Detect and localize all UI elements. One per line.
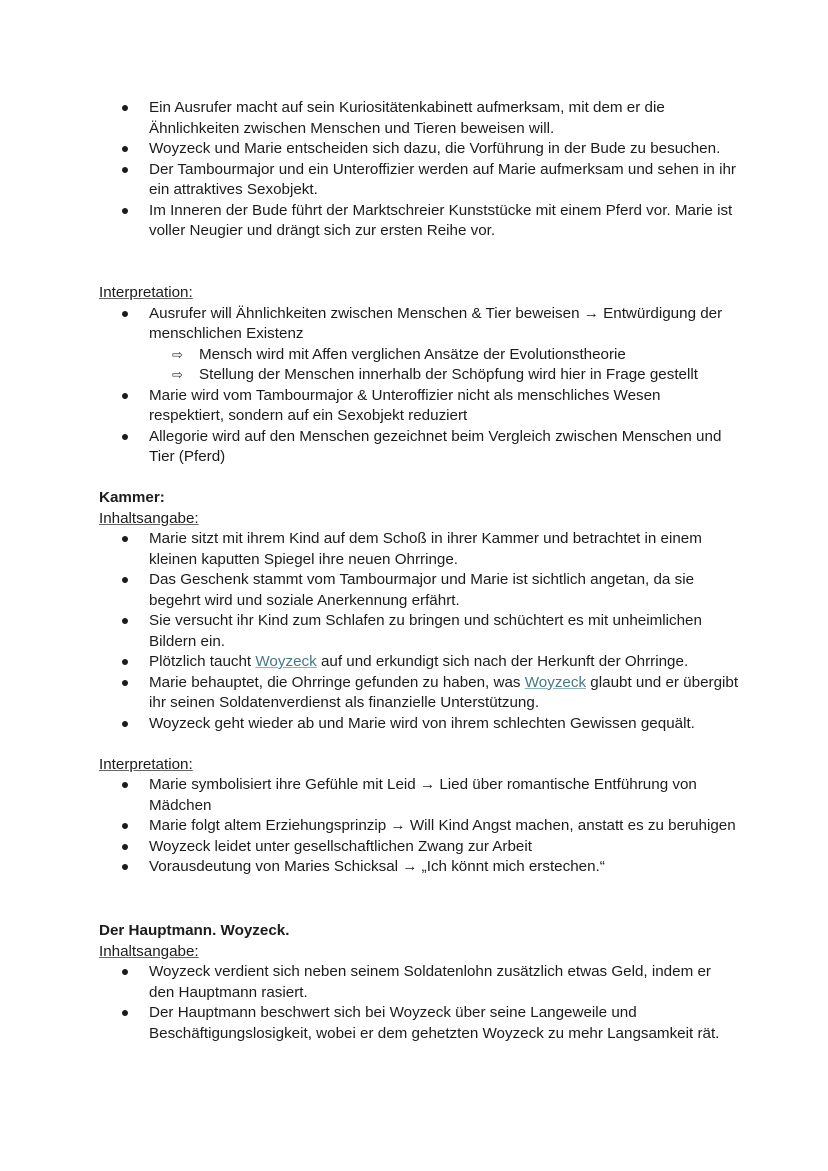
list-item: Ein Ausrufer macht auf sein Kuriositätenkabinett aufmerksam, mit dem er die Ähnlichkeiten zwischen Menschen und Tieren beweisen will. [99, 98, 739, 139]
bullet-icon [122, 208, 128, 214]
list-item: Der Hauptmann beschwert sich bei Woyzeck über seine Langeweile und Beschäftigungslosigkeit, wobei er dem gehetzten Woyzeck zu mehr Langsamkeit rät. [99, 1003, 739, 1044]
kammer-section [99, 488, 739, 878]
woyzeck-link[interactable]: Woyzeck [524, 673, 587, 691]
hauptmann-section [99, 921, 739, 1044]
right-arrow-icon: ⇨ [172, 367, 183, 382]
bullet-icon [122, 105, 128, 111]
list-item: Das Geschenk stammt vom Tambourmajor und Marie ist sichtlich angetan, da sie begehrt wird und soziale Anerkennung erfährt. [99, 570, 739, 611]
bullet-icon [122, 844, 128, 850]
summary-list [99, 529, 739, 734]
list-item: Sie versucht ihr Kind zum Schlafen zu bringen und schüchtert es mit unheimlichen Bildern ein. [99, 611, 739, 652]
list-item: Woyzeck und Marie entscheiden sich dazu, die Vorführung in der Bude zu besuchen. [99, 139, 739, 160]
list-item: Marie wird vom Tambourmajor & Unteroffizier nicht als menschliches Wesen respektiert, sondern auf ein Sexobjekt reduziert [99, 386, 739, 427]
list-item: Marie behauptet, die Ohrringe gefunden zu haben, was Woyzeck glaubt und er übergibt ihr seinen Soldatenverdienst als finanzielle Unterstützung. [99, 673, 739, 714]
list-item: Marie sitzt mit ihrem Kind auf dem Schoß in ihrer Kammer und betrachtet in einem kleinen kaputten Spiegel ihre neuen Ohrringe. [99, 529, 739, 570]
bullet-icon [122, 577, 128, 583]
bullet-icon [122, 864, 128, 870]
list-item: Im Inneren der Bude führt der Marktschreier Kunststücke mit einem Pferd vor. Marie ist voller Neugier und drängt sich zur ersten Reihe vor. [99, 201, 739, 242]
interpretation-heading: Interpretation: [99, 284, 193, 301]
bullet-icon [122, 393, 128, 399]
summary-heading: Inhaltsangabe: [99, 509, 199, 527]
bullet-list [99, 98, 739, 242]
bullet-icon [122, 1010, 128, 1016]
bullet-icon [122, 146, 128, 152]
list-item: Der Tambourmajor und ein Unteroffizier werden auf Marie aufmerksam und sehen in ihr ein attraktives Sexobjekt. [99, 160, 739, 201]
list-item: Woyzeck leidet unter gesellschaftlichen Zwang zur Arbeit [99, 837, 739, 858]
bullet-icon [122, 969, 128, 975]
interpretation-list [99, 775, 739, 878]
bullet-icon [122, 536, 128, 542]
list-item: Ausrufer will Ähnlichkeiten zwischen Menschen & Tier beweisen → Entwürdigung der menschlichen Existenz [99, 304, 739, 345]
bullet-icon [122, 680, 128, 686]
bullet-icon [122, 782, 128, 788]
bullet-icon [122, 167, 128, 173]
bullet-icon [122, 434, 128, 440]
summary-list [99, 962, 739, 1044]
section1-summary [99, 98, 739, 242]
list-item: Plötzlich taucht Woyzeck auf und erkundigt sich nach der Herkunft der Ohrringe. [99, 652, 739, 673]
section-title: Kammer: [99, 489, 165, 506]
bullet-icon [122, 659, 128, 665]
bullet-icon [122, 311, 128, 317]
summary-heading: Inhaltsangabe: [99, 942, 199, 960]
bullet-icon [122, 618, 128, 624]
list-item: Marie folgt altem Erziehungsprinzip → Will Kind Angst machen, anstatt es zu beruhigen [99, 816, 739, 837]
list-item: Woyzeck geht wieder ab und Marie wird von ihrem schlechten Gewissen gequält. [99, 714, 739, 735]
list-item: Marie symbolisiert ihre Gefühle mit Leid → Lied über romantische Entführung von Mädchen [99, 775, 739, 816]
list-item: Vorausdeutung von Maries Schicksal → „Ich könnt mich erstechen.“ [99, 857, 739, 878]
bullet-icon [122, 823, 128, 829]
list-item: Woyzeck verdient sich neben seinem Soldatenlohn zusätzlich etwas Geld, indem er den Hauptmann rasiert. [99, 962, 739, 1003]
interpretation-list [99, 304, 739, 468]
list-item: Allegorie wird auf den Menschen gezeichnet beim Vergleich zwischen Menschen und Tier (Pferd) [99, 427, 739, 468]
interpretation-heading: Interpretation: [99, 755, 193, 773]
section1-interpretation [99, 283, 739, 468]
bullet-icon [122, 721, 128, 727]
woyzeck-link[interactable]: Woyzeck [255, 653, 317, 670]
sub-list-item: ⇨ Stellung der Menschen innerhalb der Schöpfung wird hier in Frage gestellt [99, 365, 739, 386]
right-arrow-icon: ⇨ [172, 346, 183, 362]
sub-list-item: ⇨ Mensch wird mit Affen verglichen Ansätze der Evolutionstheorie [99, 345, 739, 366]
section-title: Der Hauptmann. Woyzeck. [99, 922, 290, 939]
